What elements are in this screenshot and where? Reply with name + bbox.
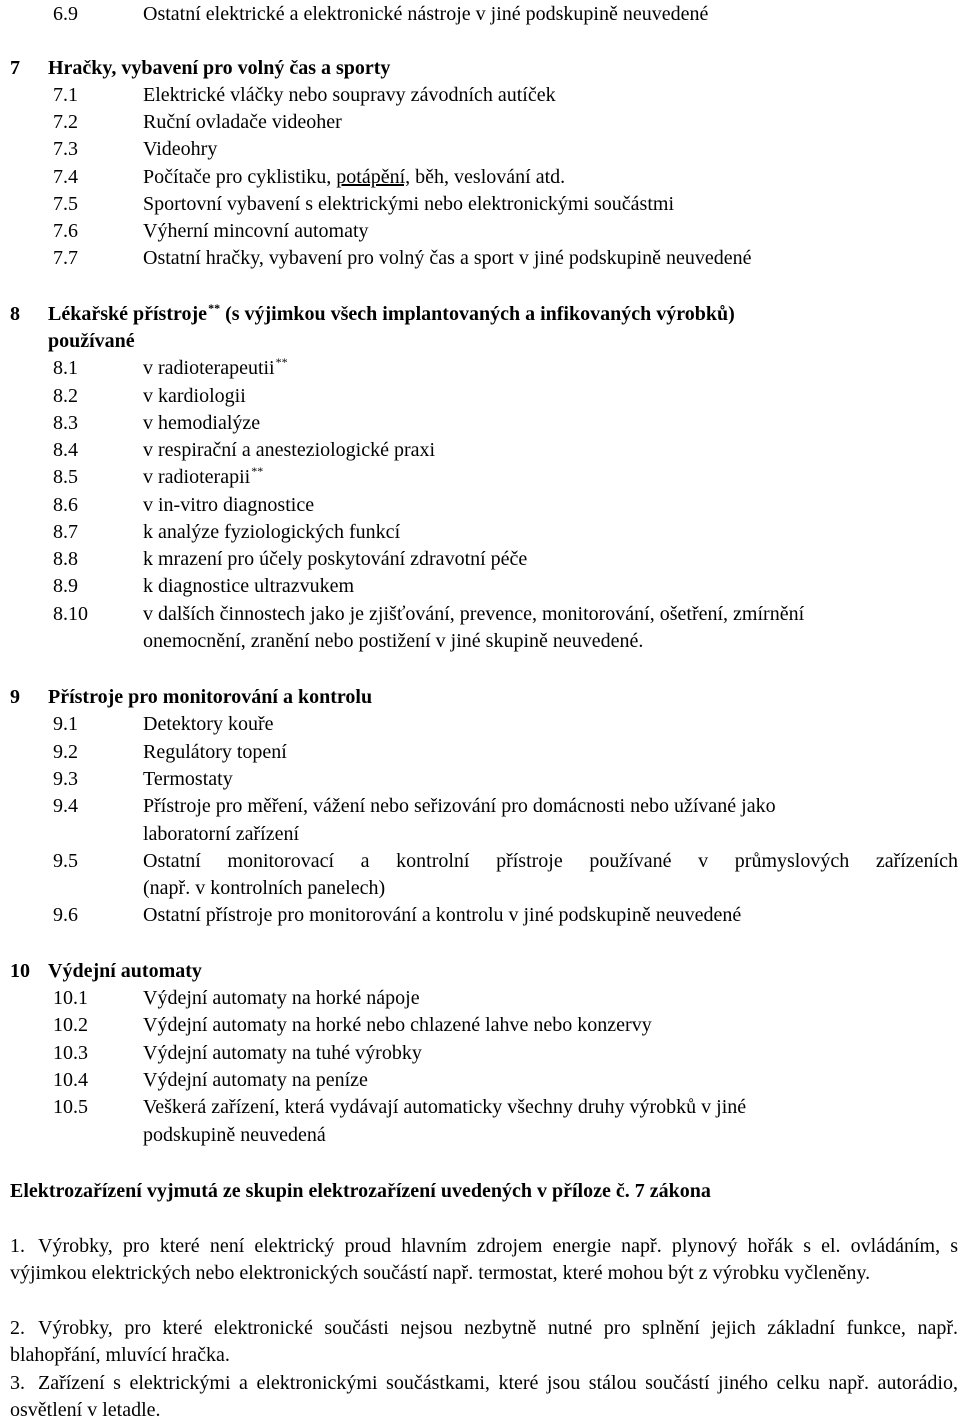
- item-number: 9.4: [53, 795, 78, 817]
- item-text-continued: onemocnění, zranění nebo postižení v jiné skupině neuvedené.: [143, 630, 644, 652]
- item-number: 9.3: [53, 768, 78, 790]
- group-title-part: (s výjimkou všech implantovaných a infikovaných výrobků): [220, 303, 735, 325]
- item-text: k mrazení pro účely poskytování zdravotní péče: [143, 548, 528, 570]
- exclusion-text: Zařízení s elektrickými a elektronickými součástkami, které jsou stálou součástí jiného celku např. autorádio, osvětlení v letadle.: [10, 1372, 958, 1421]
- exclusion-item: [10, 1233, 958, 1287]
- group-title-part: Lékařské přístroje: [48, 303, 208, 325]
- item-text: Výherní mincovní automaty: [143, 220, 369, 242]
- item-number: 7.2: [53, 111, 78, 133]
- item-text: Videohry: [143, 138, 218, 160]
- exclusion-text: Výrobky, pro které elektronické součásti nejsou nezbytně nutné pro splnění jejich základní funkce, např. blahopřání, mluvící hračka.: [10, 1317, 958, 1366]
- item-text-part: v radioterapii: [143, 466, 251, 488]
- item-text: Termostaty: [143, 768, 233, 790]
- item-number: 8.3: [53, 412, 78, 434]
- underlined-word: potápění,: [336, 166, 411, 188]
- item-number: 10.3: [53, 1042, 88, 1064]
- item-text: v hemodialýze: [143, 412, 261, 434]
- section-heading: Elektrozařízení vyjmutá ze skupin elektrozařízení uvedených v příloze č. 7 zákona: [10, 1180, 711, 1202]
- item-number: 9.5: [53, 850, 78, 872]
- group-title: [48, 302, 735, 326]
- item-number: 7.1: [53, 84, 78, 106]
- group-number: 7: [10, 57, 20, 79]
- item-text-part: Počítače pro cyklistiku,: [143, 166, 337, 188]
- footnote-mark: **: [208, 301, 221, 316]
- item-number: 7.3: [53, 138, 78, 160]
- item-number: 8.5: [53, 466, 78, 488]
- exclusion-item: [10, 1315, 958, 1369]
- item-text: k diagnostice ultrazvukem: [143, 575, 355, 597]
- item-number: 8.6: [53, 494, 78, 516]
- item-text: [143, 465, 263, 489]
- item-text: Veškerá zařízení, která vydávají automaticky všechny druhy výrobků v jiné: [143, 1096, 747, 1118]
- item-text-continued: podskupině neuvedená: [143, 1124, 326, 1146]
- group-title: Hračky, vybavení pro volný čas a sporty: [48, 57, 391, 79]
- item-text: k analýze fyziologických funkcí: [143, 521, 401, 543]
- item-text-continued: (např. v kontrolních panelech): [143, 877, 386, 899]
- exclusion-number: 3.: [10, 1372, 25, 1394]
- item-text: [143, 165, 565, 189]
- item-number: 10.4: [53, 1069, 88, 1091]
- item-number: 10.1: [53, 987, 88, 1009]
- item-number: 7.4: [53, 166, 78, 188]
- exclusion-item: [10, 1370, 958, 1424]
- item-number: 8.8: [53, 548, 78, 570]
- group-title-continued: používané: [48, 330, 135, 352]
- item-number: 8.1: [53, 357, 78, 379]
- item-text-part: v radioterapeutii: [143, 357, 275, 379]
- item-text: [143, 356, 288, 380]
- item-text: Ostatní přístroje pro monitorování a kontrolu v jiné podskupině neuvedené: [143, 904, 742, 926]
- item-text: Regulátory topení: [143, 741, 287, 763]
- exclusion-number: 2.: [10, 1317, 25, 1339]
- item-text: Ostatní hračky, vybavení pro volný čas a sport v jiné podskupině neuvedené: [143, 247, 752, 269]
- group-title: Přístroje pro monitorování a kontrolu: [48, 686, 373, 708]
- item-text: Výdejní automaty na horké nápoje: [143, 987, 420, 1009]
- item-text-continued: laboratorní zařízení: [143, 823, 300, 845]
- item-text: Ostatní elektrické a elektronické nástroje v jiné podskupině neuvedené: [143, 3, 709, 25]
- group-number: 10: [10, 960, 30, 982]
- item-text: Výdejní automaty na horké nebo chlazené lahve nebo konzervy: [143, 1014, 652, 1036]
- item-number: 8.7: [53, 521, 78, 543]
- item-text: v dalších činnostech jako je zjišťování, prevence, monitorování, ošetření, zmírnění: [143, 603, 805, 625]
- item-text: Elektrické vláčky nebo soupravy závodních autíček: [143, 84, 556, 106]
- item-text: Výdejní automaty na peníze: [143, 1069, 368, 1091]
- item-number: 9.6: [53, 904, 78, 926]
- exclusion-text: Výrobky, pro které není elektrický proud hlavním zdrojem energie např. plynový hořák s el. ovládáním, s výjimkou elektrických nebo elektronických součástí např. termostat, které mohou být z výrobku vyčleněny.: [10, 1235, 958, 1284]
- item-text: Přístroje pro měření, vážení nebo seřizování pro domácnosti nebo užívané jako: [143, 795, 776, 817]
- item-text: v respirační a anesteziologické praxi: [143, 439, 436, 461]
- item-number: 7.5: [53, 193, 78, 215]
- item-number: 8.10: [53, 603, 88, 625]
- item-number: 10.5: [53, 1096, 88, 1118]
- item-text: v kardiologii: [143, 385, 246, 407]
- item-number: 7.7: [53, 247, 78, 269]
- item-text-part: běh, veslování atd.: [410, 166, 566, 188]
- item-text: v in-vitro diagnostice: [143, 494, 315, 516]
- item-text: Ostatní monitorovací a kontrolní přístroje používané v průmyslových zařízeních: [143, 850, 958, 872]
- item-number: 8.2: [53, 385, 78, 407]
- item-number: 8.9: [53, 575, 78, 597]
- group-number: 8: [10, 303, 20, 325]
- footnote-mark: **: [275, 355, 288, 370]
- group-title: Výdejní automaty: [48, 960, 202, 982]
- item-number: 9.1: [53, 713, 78, 735]
- item-number: 7.6: [53, 220, 78, 242]
- item-number: 6.9: [53, 3, 78, 25]
- item-number: 9.2: [53, 741, 78, 763]
- item-number: 8.4: [53, 439, 78, 461]
- item-number: 10.2: [53, 1014, 88, 1036]
- item-text: Sportovní vybavení s elektrickými nebo elektronickými součástmi: [143, 193, 675, 215]
- item-text: Výdejní automaty na tuhé výrobky: [143, 1042, 422, 1064]
- group-number: 9: [10, 686, 20, 708]
- item-text: Ruční ovladače videoher: [143, 111, 342, 133]
- footnote-mark: **: [251, 464, 264, 479]
- exclusion-number: 1.: [10, 1235, 25, 1257]
- item-text: Detektory kouře: [143, 713, 274, 735]
